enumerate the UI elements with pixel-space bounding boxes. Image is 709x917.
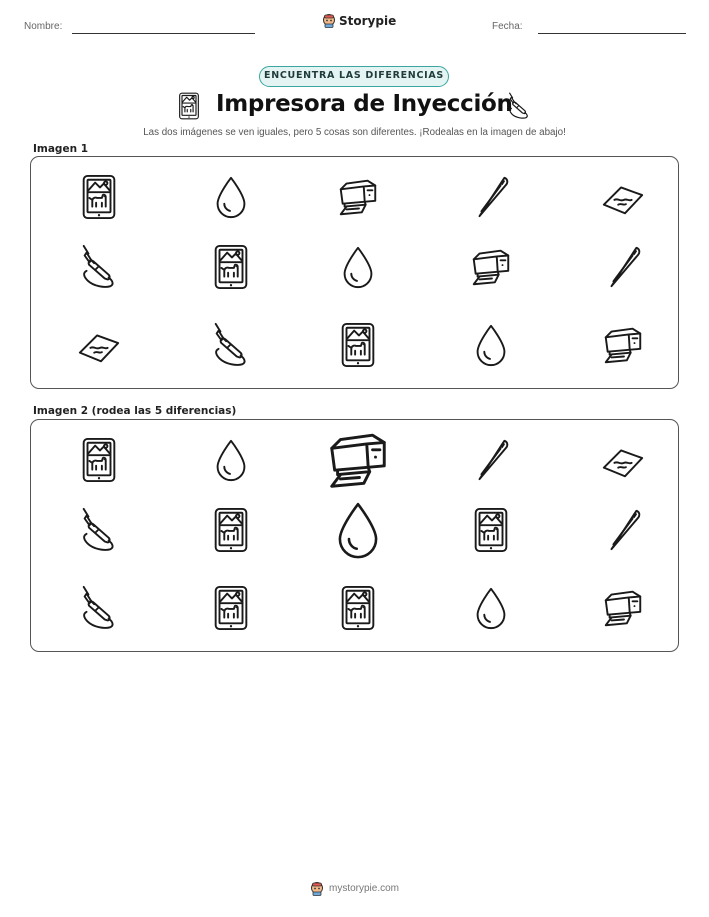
- tablet-photo-icon[interactable]: [468, 507, 514, 553]
- ink-drop-icon[interactable]: [327, 499, 389, 561]
- tablet-photo-icon: [208, 244, 254, 290]
- worksheet-header: [0, 0, 709, 40]
- soldering-iron-icon[interactable]: [76, 507, 122, 553]
- tablet-photo-icon: [335, 322, 381, 368]
- activity-badge: ENCUENTRA LAS DIFERENCIAS: [259, 66, 449, 87]
- paper-sheet-icon[interactable]: [600, 437, 646, 483]
- title-tablet-icon: [175, 92, 203, 120]
- needle-icon: [468, 174, 514, 220]
- ink-drop-icon: [208, 174, 254, 220]
- date-label: Fecha:: [492, 21, 523, 32]
- tablet-photo-icon[interactable]: [208, 585, 254, 631]
- needle-icon: [600, 244, 646, 290]
- soldering-iron-icon: [208, 322, 254, 368]
- soldering-iron-icon[interactable]: [76, 585, 122, 631]
- paper-sheet-icon: [76, 322, 122, 368]
- printer-icon: [468, 244, 514, 290]
- printer-icon[interactable]: [323, 425, 393, 495]
- soldering-iron-icon: [76, 244, 122, 290]
- tablet-photo-icon[interactable]: [208, 507, 254, 553]
- printer-icon: [600, 322, 646, 368]
- storypie-mascot-icon: [322, 13, 336, 28]
- image1-panel: [30, 156, 679, 389]
- paper-sheet-icon: [600, 174, 646, 220]
- instructions: Las dos imágenes se ven iguales, pero 5 cosas son diferentes. ¡Rodealas en la imagen de abajo!: [143, 127, 566, 138]
- storypie-mascot-icon: [310, 881, 324, 896]
- image2-label: Imagen 2 (rodea las 5 diferencias): [33, 405, 237, 417]
- tablet-photo-icon[interactable]: [76, 437, 122, 483]
- brand-name: Storypie: [339, 13, 397, 28]
- tablet-photo-icon: [76, 174, 122, 220]
- image1-label: Imagen 1: [33, 143, 89, 155]
- needle-icon[interactable]: [600, 507, 646, 553]
- ink-drop-icon: [468, 322, 514, 368]
- title-soldering-iron-icon: [505, 92, 533, 120]
- name-label: Nombre:: [24, 21, 63, 32]
- printer-icon[interactable]: [600, 585, 646, 631]
- footer: [0, 881, 709, 900]
- title-row: [0, 89, 709, 125]
- ink-drop-icon: [335, 244, 381, 290]
- footer-url: mystorypie.com: [328, 883, 399, 894]
- ink-drop-icon[interactable]: [208, 437, 254, 483]
- image2-panel[interactable]: [30, 419, 679, 652]
- printer-icon: [335, 174, 381, 220]
- ink-drop-icon[interactable]: [468, 585, 514, 631]
- tablet-photo-icon[interactable]: [335, 585, 381, 631]
- page-title: Impresora de Inyección: [216, 91, 513, 117]
- needle-icon[interactable]: [468, 437, 514, 483]
- date-line[interactable]: [538, 33, 686, 34]
- brand-logo: [322, 13, 396, 28]
- name-line[interactable]: [72, 33, 255, 34]
